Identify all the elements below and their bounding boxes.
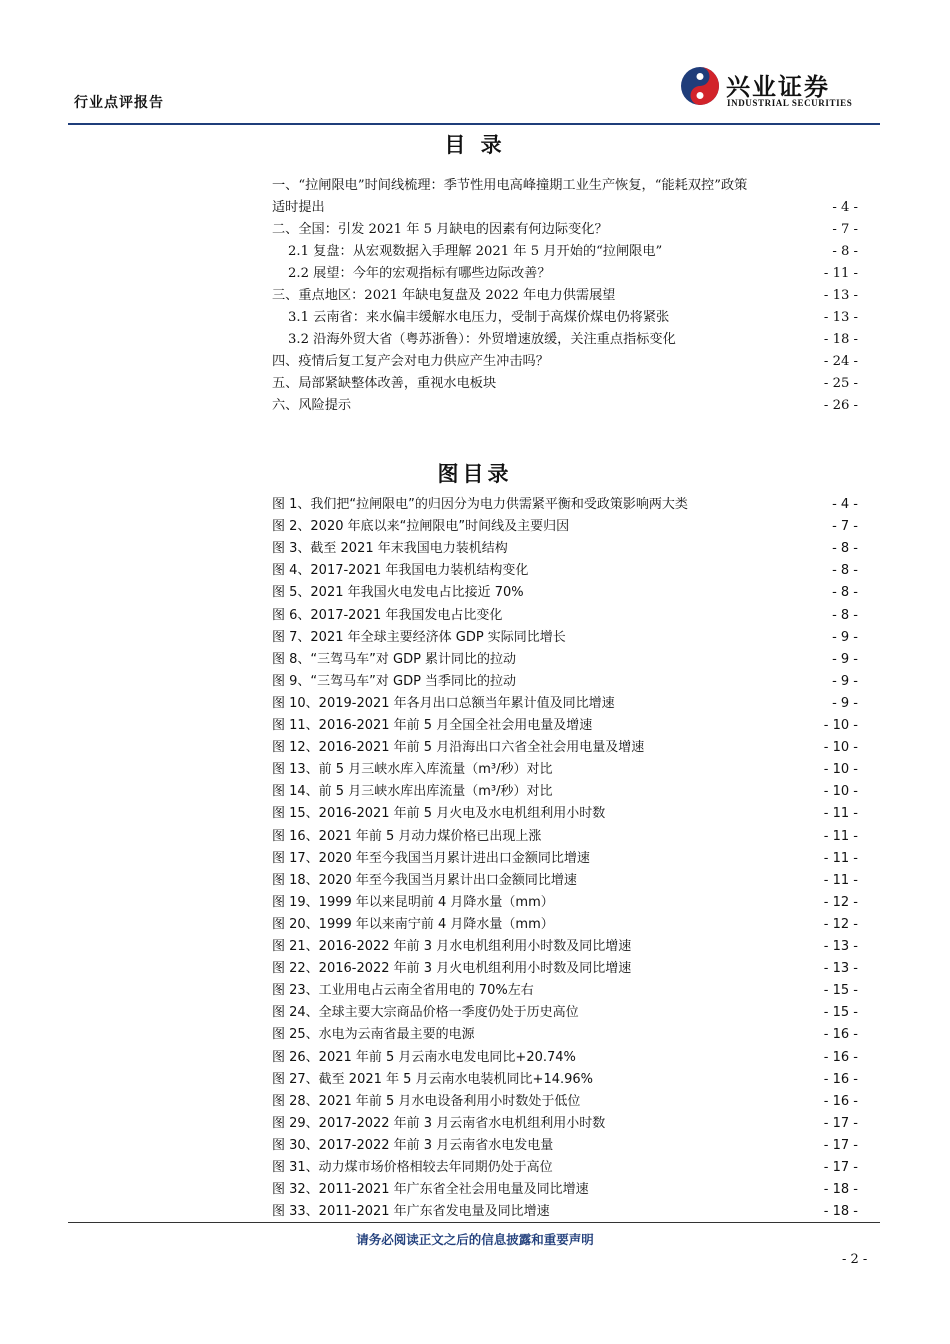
figure-entry-5[interactable] (272, 582, 858, 604)
figure-entry-text: 图 20、1999 年以来南宁前 4 月降水量（mm） (272, 914, 555, 936)
toc-entry-3-1[interactable] (272, 307, 858, 329)
toc-entry-page: - 13 - (823, 285, 858, 307)
figure-entry-page: - 11 - (823, 870, 858, 892)
toc-entry-page: - 26 - (823, 395, 858, 417)
toc-entry-text: 四、疫情后复工复产会对电力供应产生冲击吗？ (272, 351, 550, 373)
figure-entry-text: 图 12、2016-2021 年前 5 月沿海出口六省全社会用电量及增速 (272, 737, 645, 759)
toc-entry-1[interactable] (272, 197, 858, 219)
figure-entry-text: 图 31、动力煤市场价格相较去年同期仍处于高位 (272, 1157, 554, 1179)
figure-entry-page: - 15 - (823, 980, 858, 1002)
figure-entry-text: 图 6、2017-2021 年我国发电占比变化 (272, 605, 503, 627)
toc-entry-text: 六、风险提示 (272, 395, 352, 417)
figure-entry-14[interactable] (272, 781, 858, 803)
figure-entry-text: 图 24、全球主要大宗商品价格一季度仍处于历史高位 (272, 1002, 580, 1024)
figure-entry-page: - 16 - (823, 1069, 858, 1091)
figure-entry-6[interactable] (272, 605, 858, 627)
figure-entry-3[interactable] (272, 538, 858, 560)
header-divider (68, 123, 880, 125)
figure-entry-21[interactable] (272, 936, 858, 958)
toc-entry-text: 二、全国：引发 2021 年 5 月缺电的因素有何边际变化？ (272, 219, 609, 241)
figure-entry-22[interactable] (272, 958, 858, 980)
figure-entry-text: 图 21、2016-2022 年前 3 月水电机组利用小时数及同比增速 (272, 936, 632, 958)
figure-entry-7[interactable] (272, 627, 858, 649)
figure-entry-page: - 8 - (831, 582, 858, 604)
figure-entry-18[interactable] (272, 870, 858, 892)
figure-entry-page: - 11 - (823, 848, 858, 870)
figure-entry-page: - 8 - (831, 538, 858, 560)
figure-entry-text: 图 3、截至 2021 年末我国电力装机结构 (272, 538, 509, 560)
toc-entry-2[interactable] (272, 219, 858, 241)
toc-entry-3-2[interactable] (272, 329, 858, 351)
toc-entry-text: 适时提出 (272, 197, 326, 219)
report-type-label: 行业点评报告 (74, 95, 164, 111)
figure-entry-page: - 4 - (831, 494, 858, 516)
figure-entry-29[interactable] (272, 1113, 858, 1135)
toc-entry-text: 3.2 沿海外贸大省（粤苏浙鲁）：外贸增速放缓，关注重点指标变化 (272, 329, 677, 351)
industrial-securities-logo-icon (680, 66, 720, 106)
figure-entry-4[interactable] (272, 560, 858, 582)
footer-divider (68, 1222, 880, 1223)
figure-entry-text: 图 22、2016-2022 年前 3 月火电机组利用小时数及同比增速 (272, 958, 632, 980)
figure-entry-page: - 11 - (823, 826, 858, 848)
figure-entry-24[interactable] (272, 1002, 858, 1024)
figure-entry-page: - 11 - (823, 803, 858, 825)
figure-entry-text: 图 26、2021 年前 5 月云南水电发电同比+20.74% (272, 1047, 577, 1069)
figure-entry-page: - 8 - (831, 560, 858, 582)
figure-entry-page: - 18 - (823, 1201, 858, 1223)
toc-title: 目 录 (444, 133, 506, 157)
toc-entry-page: - 7 - (831, 219, 858, 241)
figure-entry-page: - 16 - (823, 1047, 858, 1069)
figure-entry-page: - 17 - (823, 1113, 858, 1135)
company-logo (680, 64, 880, 114)
figure-entry-text: 图 5、2021 年我国火电发电占比接近 70% (272, 582, 525, 604)
figure-entry-text: 图 16、2021 年前 5 月动力煤价格已出现上涨 (272, 826, 542, 848)
figure-entry-12[interactable] (272, 737, 858, 759)
figure-entry-page: - 12 - (823, 892, 858, 914)
toc-entry-text: 3.1 云南省：来水偏丰缓解水电压力，受制于高煤价煤电仍将紧张 (272, 307, 670, 329)
figure-entry-page: - 9 - (831, 693, 858, 715)
toc-entry-page: - 24 - (823, 351, 858, 373)
leader-dots (272, 213, 858, 214)
toc-entry-2-2[interactable] (272, 263, 858, 285)
figure-entry-17[interactable] (272, 848, 858, 870)
figure-entry-text: 图 28、2021 年前 5 月水电设备利用小时数处于低位 (272, 1091, 581, 1113)
toc-entry-text: 五、局部紧缺整体改善，重视水电板块 (272, 373, 497, 395)
figure-entry-page: - 12 - (823, 914, 858, 936)
figure-entry-25[interactable] (272, 1024, 858, 1046)
figure-entry-10[interactable] (272, 693, 858, 715)
figure-entry-15[interactable] (272, 803, 858, 825)
toc-entry-page: - 4 - (831, 197, 858, 219)
figure-entry-page: - 17 - (823, 1157, 858, 1179)
figure-entry-text: 图 11、2016-2021 年前 5 月全国全社会用电量及增速 (272, 715, 593, 737)
leader-dots (272, 411, 858, 412)
toc-entry-1-line1[interactable]: 一、“拉闸限电”时间线梳理：季节性用电高峰撞期工业生产恢复，“能耗双控”政策 (272, 178, 748, 193)
toc-entry-3[interactable] (272, 285, 858, 307)
figure-entry-text: 图 29、2017-2022 年前 3 月云南省水电机组利用小时数 (272, 1113, 606, 1135)
figure-entry-27[interactable] (272, 1069, 858, 1091)
figure-entry-page: - 9 - (831, 671, 858, 693)
figure-entry-page: - 9 - (831, 627, 858, 649)
figure-entry-page: - 8 - (831, 605, 858, 627)
figure-entry-text: 图 13、前 5 月三峡水库入库流量（m³/秒）对比 (272, 759, 553, 781)
figure-entry-16[interactable] (272, 826, 858, 848)
figure-entry-text: 图 27、截至 2021 年 5 月云南水电装机同比+14.96% (272, 1069, 594, 1091)
toc-entry-2-1[interactable] (272, 241, 858, 263)
figure-entry-page: - 13 - (823, 936, 858, 958)
disclaimer-note: 请务必阅读正文之后的信息披露和重要声明 (356, 1232, 594, 1247)
figure-entry-30[interactable] (272, 1135, 858, 1157)
toc-entry-4[interactable] (272, 351, 858, 373)
figure-entry-page: - 18 - (823, 1179, 858, 1201)
toc-entry-text: 2.2 展望：今年的宏观指标有哪些边际改善？ (272, 263, 552, 285)
figure-entry-11[interactable] (272, 715, 858, 737)
toc-entry-page: - 25 - (823, 373, 858, 395)
figure-entry-text: 图 2、2020 年底以来“拉闸限电”时间线及主要归因 (272, 516, 570, 538)
figure-entry-text: 图 32、2011-2021 年广东省全社会用电量及同比增速 (272, 1179, 590, 1201)
figure-entry-text: 图 8、“三驾马车”对 GDP 累计同比的拉动 (272, 649, 517, 671)
figure-entry-text: 图 1、我们把“拉闸限电”的归因分为电力供需紧平衡和受政策影响两大类 (272, 494, 689, 516)
toc-entry-page: - 18 - (823, 329, 858, 351)
figure-entry-text: 图 10、2019-2021 年各月出口总额当年累计值及同比增速 (272, 693, 616, 715)
toc-entry-page: - 11 - (823, 263, 858, 285)
figure-entry-19[interactable] (272, 892, 858, 914)
figure-entry-page: - 7 - (831, 516, 858, 538)
figure-entry-page: - 10 - (823, 781, 858, 803)
figure-entry-page: - 17 - (823, 1135, 858, 1157)
toc-entry-page: - 8 - (831, 241, 858, 263)
toc-entry-text: 三、重点地区：2021 年缺电复盘及 2022 年电力供需展望 (272, 285, 616, 307)
figure-entry-text: 图 19、1999 年以来昆明前 4 月降水量（mm） (272, 892, 555, 914)
page-number: - 2 - (842, 1252, 868, 1267)
figure-entry-31[interactable] (272, 1157, 858, 1179)
figure-list-title: 图目录 (437, 462, 513, 486)
figure-entry-2[interactable] (272, 516, 858, 538)
figure-entry-8[interactable] (272, 649, 858, 671)
figure-entry-32[interactable] (272, 1179, 858, 1201)
figure-entry-text: 图 14、前 5 月三峡水库出库流量（m³/秒）对比 (272, 781, 553, 803)
figure-entry-page: - 16 - (823, 1091, 858, 1113)
figure-entry-9[interactable] (272, 671, 858, 693)
figure-entry-text: 图 4、2017-2021 年我国电力装机结构变化 (272, 560, 529, 582)
figure-entry-page: - 9 - (831, 649, 858, 671)
figure-entry-23[interactable] (272, 980, 858, 1002)
logo-chinese-name: 兴业证券 (726, 73, 830, 101)
toc-entry-page: - 13 - (823, 307, 858, 329)
figure-entry-1[interactable] (272, 494, 858, 516)
figure-entry-page: - 15 - (823, 1002, 858, 1024)
toc-entry-text: 2.1 复盘：从宏观数据入手理解 2021 年 5 月开始的“拉闸限电” (272, 241, 663, 263)
figure-entry-text: 图 30、2017-2022 年前 3 月云南省水电发电量 (272, 1135, 554, 1157)
figure-entry-text: 图 23、工业用电占云南全省用电的 70%左右 (272, 980, 535, 1002)
figure-entry-page: - 16 - (823, 1024, 858, 1046)
figure-entry-text: 图 17、2020 年至今我国当月累计进出口金额同比增速 (272, 848, 591, 870)
figure-entry-text: 图 33、2011-2021 年广东省发电量及同比增速 (272, 1201, 551, 1223)
figure-entry-text: 图 7、2021 年全球主要经济体 GDP 实际同比增长 (272, 627, 567, 649)
figure-entry-text: 图 9、“三驾马车”对 GDP 当季同比的拉动 (272, 671, 517, 693)
figure-entry-page: - 10 - (823, 715, 858, 737)
figure-entry-13[interactable] (272, 759, 858, 781)
figure-entry-26[interactable] (272, 1047, 858, 1069)
toc-entry-5[interactable] (272, 373, 858, 395)
figure-entry-page: - 13 - (823, 958, 858, 980)
figure-entry-text: 图 15、2016-2021 年前 5 月火电及水电机组利用小时数 (272, 803, 606, 825)
figure-entry-text: 图 25、水电为云南省最主要的电源 (272, 1024, 476, 1046)
figure-entry-page: - 10 - (823, 759, 858, 781)
figure-entry-text: 图 18、2020 年至今我国当月累计出口金额同比增速 (272, 870, 578, 892)
figure-entry-page: - 10 - (823, 737, 858, 759)
logo-english-name: INDUSTRIAL SECURITIES (727, 98, 853, 108)
toc-entry-6[interactable] (272, 395, 858, 417)
figure-entry-20[interactable] (272, 914, 858, 936)
figure-entry-28[interactable] (272, 1091, 858, 1113)
figure-entry-33[interactable] (272, 1201, 858, 1223)
